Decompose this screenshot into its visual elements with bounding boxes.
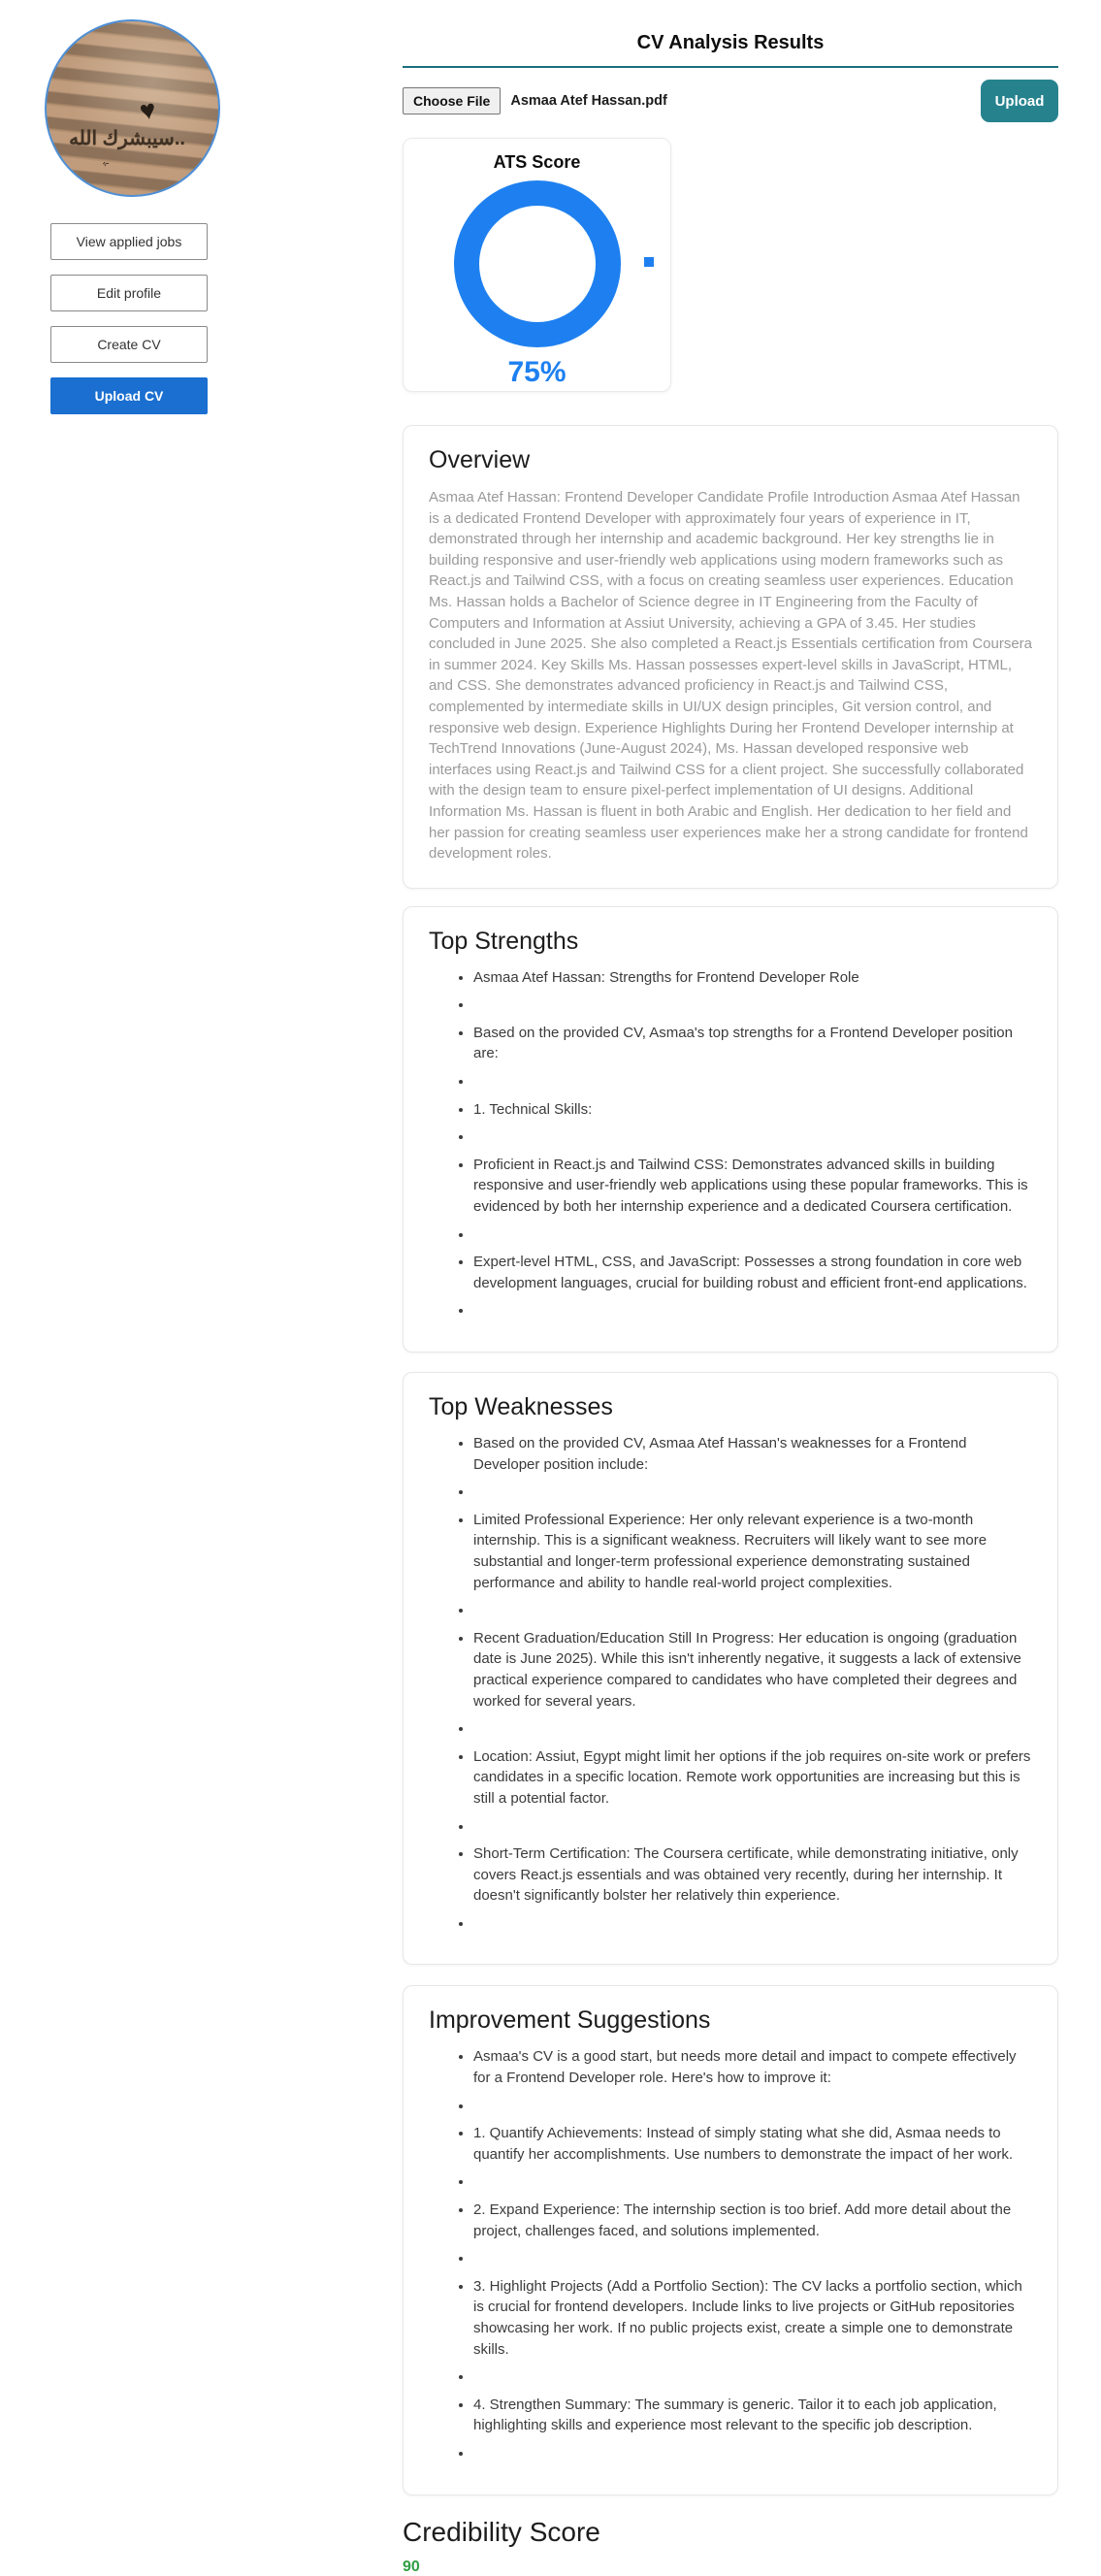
top-weaknesses-heading: Top Weaknesses [429, 1393, 613, 1420]
list-item [473, 1913, 1032, 1935]
ats-score-title: ATS Score [493, 152, 581, 172]
improvement-suggestions-heading: Improvement Suggestions [429, 2006, 711, 2035]
list-item: • Asmaa Atef Hassan: Strengths for Frontend Developer Role [473, 967, 1032, 989]
sidebar-button-group [50, 223, 208, 414]
list-item [473, 1718, 1032, 1740]
list-item [473, 2248, 1032, 2269]
list-item: • Based on the provided CV, Asmaa Atef Hassan's weaknesses for a Frontend Developer position include: [473, 1433, 1032, 1475]
title-divider [403, 66, 1058, 68]
credibility-score-value: 90 [403, 2558, 420, 2575]
view-applied-jobs-button[interactable]: View applied jobs [50, 223, 208, 260]
list-item [473, 1482, 1032, 1503]
credibility-score-heading: Credibility Score [403, 2516, 600, 2547]
overview-text: Asmaa Atef Hassan: Frontend Developer Candidate Profile Introduction Asmaa Atef Hassan is a dedicated Frontend Developer with approximately four years of experience in IT, demonstrated through her internship and academic background. Her key strengths lie in building responsive and user-friendly web applications using modern frameworks such as React.js and Tailwind CSS, with a focus on creating seamless user experiences. Education Ms. Hassan holds a Bachelor of Science degree in IT Engineering from the Faculty of Computers and Information at Assiut University, achieving a GPA of 3.45. Her studies concluded in June 2025. She also completed a React.js Essentials certification from Coursera in summer 2024. Key Skills Ms. Hassan possesses expert-level skills in JavaScript, HTML, and CSS. She demonstrates advanced proficiency in React.js and Tailwind CSS, complemented by intermediate skills in UI/UX design principles, Git version control, and responsive web design. Experience Highlights During her Frontend Developer internship at TechTrend Innovations (June-August 2024), Ms. Hassan developed responsive web interfaces using React.js and Tailwind CSS for a client project. She successfully collaborated with the design team to ensure pixel-perfect implementation of UI designs. Additional Information Ms. Hassan is fluent in both Arabic and English. Her dedication to her field and her passion for creating seamless user experiences make her a strong candidate for frontend development roles. [429, 489, 1032, 863]
list-item: • Based on the provided CV, Asmaa's top strengths for a Frontend Developer position are: [473, 1023, 1032, 1064]
ats-score-card [403, 138, 671, 392]
list-item [473, 1600, 1032, 1621]
list-item: • 2. Expand Experience: The internship section is too brief. Add more detail about the project, challenges faced, and solutions implemented. [473, 2200, 1032, 2241]
upload-button[interactable]: Upload [981, 80, 1058, 122]
list-item: • Location: Assiut, Egypt might limit her options if the job requires on-site work or prefers candidates in a specific location. Remote work opportunities are increasing but this is still a potential factor. [473, 1746, 1032, 1810]
top-strengths-list [429, 967, 1032, 1321]
avatar [45, 19, 220, 197]
list-item: • Asmaa's CV is a good start, but needs more detail and impact to compete effectively for a Frontend Developer role. Here's how to improve it: [473, 2046, 1032, 2088]
list-item: • Short-Term Certification: The Coursera certificate, while demonstrating initiative, only covers React.js essentials and was obtained very recently, during her internship. It doesn't significantly bolster her relatively thin experience. [473, 1843, 1032, 1907]
list-item [473, 1816, 1032, 1838]
list-item [473, 1224, 1032, 1246]
top-strengths-card [403, 906, 1058, 1353]
list-item [473, 2171, 1032, 2193]
list-item: • Proficient in React.js and Tailwind CSS: Demonstrates advanced skills in building responsive and user-friendly web applications using these popular frameworks. This is evidenced by both her internship experience and a dedicated Coursera certification. [473, 1155, 1032, 1218]
list-item: • 3. Highlight Projects (Add a Portfolio Section): The CV lacks a portfolio section, which is crucial for frontend developers. Include links to live projects or GitHub repositories showcasing her work. If no public projects exist, create a simple one to demonstrate skills. [473, 2276, 1032, 2360]
upload-cv-button[interactable]: Upload CV [50, 377, 208, 414]
top-weaknesses-card [403, 1372, 1058, 1965]
avatar-signature-mark: ـﮩ [102, 154, 110, 168]
overview-card [403, 425, 1058, 889]
list-item [473, 1071, 1032, 1092]
create-cv-button[interactable]: Create CV [50, 326, 208, 363]
main-content [403, 0, 1058, 2576]
heart-icon: ♥ [137, 93, 159, 127]
list-item [473, 2096, 1032, 2117]
chart-legend-swatch[interactable] [644, 257, 654, 267]
choose-file-button[interactable]: Choose File [403, 87, 501, 114]
edit-profile-button[interactable]: Edit profile [50, 275, 208, 311]
avatar-caption-text: سيبشرك الله.. [69, 128, 185, 149]
improvement-suggestions-card [403, 1985, 1058, 2494]
list-item [473, 1300, 1032, 1321]
list-item [473, 2366, 1032, 2388]
ats-score-value: 75% [507, 356, 567, 388]
list-item: • Recent Graduation/Education Still In Progress: Her education is ongoing (graduation date is June 2025). While this isn't inherently negative, it suggests a lack of extensive practical experience compared to candidates who have completed their degrees and worked for several years. [473, 1628, 1032, 1712]
list-item: • 4. Strengthen Summary: The summary is generic. Tailor it to each job application, highlighting skills and experience most relevant to the specific job description. [473, 2395, 1032, 2436]
list-item: • 1. Technical Skills: [473, 1099, 1032, 1121]
ats-donut-chart [454, 180, 621, 347]
list-item: • Limited Professional Experience: Her only relevant experience is a two-month internship. This is a significant weakness. Recruiters will likely want to see more substantial and longer-term professional experience demonstrating sustained performance and ability to handle real-world project complexities. [473, 1510, 1032, 1593]
top-strengths-heading: Top Strengths [429, 927, 579, 955]
list-item [473, 2443, 1032, 2464]
top-weaknesses-list [429, 1433, 1032, 1934]
list-item [473, 995, 1032, 1016]
file-input[interactable] [403, 87, 667, 114]
list-item: • Expert-level HTML, CSS, and JavaScript: Possesses a strong foundation in core web development languages, crucial for building robust and efficient front-end applications. [473, 1252, 1032, 1293]
upload-bar [403, 80, 1058, 122]
page-title: CV Analysis Results [636, 32, 825, 53]
overview-heading: Overview [429, 446, 531, 473]
improvement-suggestions-list [429, 2046, 1032, 2463]
sidebar [0, 0, 272, 2139]
list-item: • 1. Quantify Achievements: Instead of simply stating what she did, Asmaa needs to quantify her accomplishments. Use numbers to demonstrate the impact of her work. [473, 2123, 1032, 2165]
list-item [473, 1126, 1032, 1148]
selected-file-name: Asmaa Atef Hassan.pdf [510, 93, 667, 109]
